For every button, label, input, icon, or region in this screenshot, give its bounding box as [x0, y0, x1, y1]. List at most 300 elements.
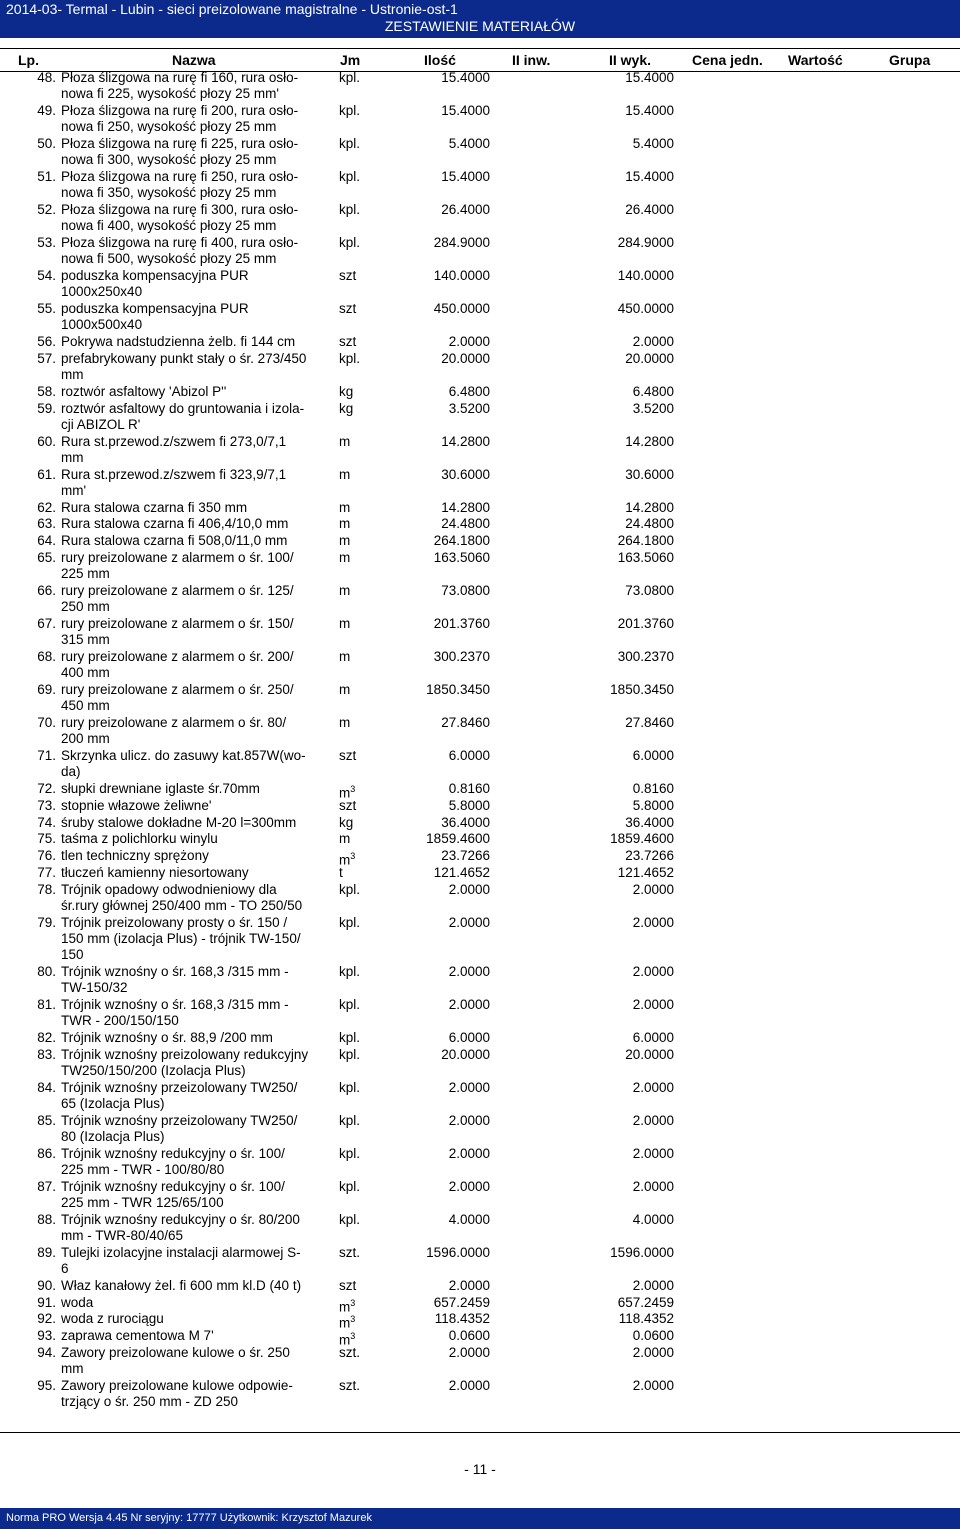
- row-quantity: 30.6000: [441, 466, 490, 482]
- row-unit: m: [339, 649, 351, 664]
- row-unit: szt: [339, 1277, 357, 1293]
- row-name: [61, 798, 336, 814]
- row-lp: 67.: [37, 616, 56, 631]
- row-name-line: nowa fi 500, wysokość płozy 25 mm: [61, 251, 277, 267]
- row-name-line: Trójnik wznośny preizolowany redukcyjny: [61, 1046, 309, 1062]
- row-unit: m: [339, 533, 351, 549]
- row-executed-quantity: 2.0000: [632, 881, 674, 897]
- row-name-line: nowa fi 250, wysokość płozy 25 mm: [61, 119, 277, 135]
- row-name: [61, 301, 336, 333]
- row-lp: 80.: [37, 964, 56, 979]
- col-wartosc: Wartość: [788, 52, 843, 68]
- row-lp: 93.: [37, 1328, 56, 1344]
- row-name-line: roztwór asfaltowy do gruntowania i izola-: [61, 400, 305, 416]
- row-executed-quantity: 1859.4600: [610, 831, 674, 847]
- row-lp: 70.: [37, 715, 56, 730]
- row-lp: 66.: [37, 583, 56, 598]
- row-name-line: 6: [61, 1261, 69, 1276]
- row-name: [61, 1278, 336, 1294]
- row-executed-quantity: 5.4000: [632, 136, 674, 151]
- row-unit: kg: [339, 814, 354, 830]
- row-lp: 69.: [37, 682, 56, 697]
- row-lp: 86.: [37, 1145, 56, 1161]
- col-nazwa: Nazwa: [172, 52, 216, 68]
- row-lp: 62.: [37, 499, 56, 515]
- row-quantity: 2.0000: [448, 914, 490, 930]
- row-executed-quantity: 2.0000: [632, 1145, 674, 1161]
- row-lp: 61.: [37, 466, 56, 482]
- row-name-line: Rura stalowa czarna fi 406,4/10,0 mm: [61, 516, 289, 532]
- row-lp: 57.: [37, 350, 56, 366]
- row-unit: m: [339, 499, 351, 515]
- row-lp: 94.: [37, 1345, 56, 1360]
- report-title: 2014-03- Termal - Lubin - sieci preizolowane magistralne - Ustronie-ost-1: [6, 1, 458, 17]
- col-jm: Jm: [340, 52, 361, 68]
- row-name: [61, 1378, 336, 1410]
- row-unit: kpl.: [339, 103, 361, 118]
- row-executed-quantity: 2.0000: [632, 1378, 674, 1393]
- row-unit: kpl.: [339, 70, 361, 85]
- row-executed-quantity: 2.0000: [632, 1178, 674, 1194]
- row-unit: m: [339, 466, 351, 482]
- row-name: [61, 384, 336, 400]
- row-executed-quantity: 6.0000: [632, 748, 674, 763]
- row-quantity: 20.0000: [441, 1046, 490, 1062]
- row-lp: 82.: [37, 1030, 56, 1045]
- row-quantity: 450.0000: [433, 301, 490, 316]
- row-name: [61, 235, 336, 267]
- row-quantity: 2.0000: [448, 1079, 490, 1095]
- row-name: [61, 815, 336, 831]
- row-name: [61, 781, 336, 797]
- row-unit: m: [339, 516, 351, 532]
- row-executed-quantity: 5.8000: [632, 797, 674, 813]
- row-name-line: Trójnik wznośny redukcyjny o śr. 80/200: [61, 1211, 300, 1227]
- row-name-line: roztwór asfaltowy 'Abizol P'': [61, 383, 227, 399]
- row-quantity: 140.0000: [433, 268, 490, 283]
- row-lp: 52.: [37, 202, 56, 217]
- row-name-line: Rura stalowa czarna fi 350 mm: [61, 499, 248, 515]
- row-name-line: 65 (Izolacja Plus): [61, 1096, 165, 1111]
- row-name: [61, 1345, 336, 1377]
- row-name: [61, 964, 336, 996]
- row-unit: m: [339, 550, 351, 565]
- report-header: [0, 0, 960, 38]
- row-name-line: mm: [61, 449, 84, 465]
- row-name: [61, 169, 336, 201]
- row-executed-quantity: 121.4652: [617, 865, 674, 880]
- row-name-line: Zawory preizolowane kulowe odpowie-: [61, 1378, 293, 1393]
- row-unit: kpl.: [339, 964, 361, 979]
- row-lp: 87.: [37, 1178, 56, 1194]
- row-lp: 85.: [37, 1112, 56, 1128]
- row-lp: 75.: [37, 831, 56, 847]
- row-quantity: 14.2800: [441, 433, 490, 449]
- row-unit: kg: [339, 400, 354, 416]
- row-quantity: 6.0000: [448, 1030, 490, 1045]
- row-name: [61, 70, 336, 102]
- row-executed-quantity: 2.0000: [632, 1277, 674, 1293]
- row-name-line: 250 mm: [61, 599, 110, 615]
- row-executed-quantity: 2.0000: [632, 964, 674, 979]
- row-lp: 71.: [37, 748, 56, 763]
- row-quantity: 2.0000: [448, 1112, 490, 1128]
- row-quantity: 73.0800: [441, 583, 490, 598]
- row-name: [61, 500, 336, 516]
- row-quantity: 24.4800: [441, 516, 490, 532]
- row-name-line: Trójnik wznośny redukcyjny o śr. 100/: [61, 1145, 285, 1161]
- row-executed-quantity: 4.0000: [632, 1211, 674, 1227]
- row-name: [61, 848, 336, 864]
- row-lp: 79.: [37, 914, 56, 930]
- row-name: [61, 616, 336, 648]
- row-lp: 77.: [37, 865, 56, 880]
- row-executed-quantity: 300.2370: [617, 649, 674, 664]
- row-quantity: 2.0000: [448, 964, 490, 979]
- row-name-line: Pokrywa nadstudzienna żelb. fi 144 cm: [61, 334, 296, 349]
- row-name-line: tłuczeń kamienny niesortowany: [61, 865, 249, 880]
- row-executed-quantity: 14.2800: [625, 433, 674, 449]
- row-quantity: 2.0000: [448, 334, 490, 349]
- row-name-line: Rura stalowa czarna fi 508,0/11,0 mm: [61, 533, 288, 549]
- row-name: [61, 583, 336, 615]
- row-quantity: 2.0000: [448, 1345, 490, 1360]
- row-lp: 88.: [37, 1211, 56, 1227]
- row-executed-quantity: 2.0000: [632, 334, 674, 349]
- row-name-line: 315 mm: [61, 632, 110, 648]
- row-lp: 84.: [37, 1079, 56, 1095]
- row-quantity: 163.5060: [433, 550, 490, 565]
- row-quantity: 2.0000: [448, 1277, 490, 1293]
- row-unit: kpl.: [339, 997, 361, 1012]
- row-lp: 89.: [37, 1244, 56, 1260]
- row-name: [61, 715, 336, 747]
- row-name-line: poduszka kompensacyjna PUR: [61, 301, 249, 316]
- page-number: - 11 -: [464, 1461, 496, 1477]
- row-lp: 74.: [37, 814, 56, 830]
- row-name-line: nowa fi 350, wysokość płozy 25 mm: [61, 185, 277, 201]
- row-unit: kpl.: [339, 1145, 361, 1161]
- row-lp: 91.: [37, 1294, 56, 1310]
- row-name-line: TW-150/32: [61, 980, 128, 996]
- row-name-line: Płoza ślizgowa na rurę fi 200, rura osło-: [61, 103, 299, 118]
- row-quantity: 26.4000: [441, 202, 490, 217]
- row-executed-quantity: 6.4800: [632, 383, 674, 399]
- row-name: [61, 1047, 336, 1079]
- row-name: [61, 1080, 336, 1112]
- row-unit: $m^3$: [339, 1331, 356, 1348]
- row-unit: m: [339, 715, 351, 730]
- row-quantity: 15.4000: [441, 169, 490, 184]
- row-lp: 56.: [37, 334, 56, 349]
- row-quantity: 5.4000: [448, 136, 490, 151]
- row-name-line: 450 mm: [61, 698, 110, 714]
- row-name-line: mm - TWR-80/40/65: [61, 1228, 184, 1243]
- row-name-line: tlen techniczny sprężony: [61, 848, 209, 864]
- row-quantity: 2.0000: [448, 1178, 490, 1194]
- row-name-line: Trójnik preizolowany prosty o śr. 150 /: [61, 914, 288, 930]
- row-name: [61, 401, 336, 433]
- row-lp: 76.: [37, 848, 56, 864]
- row-executed-quantity: 20.0000: [625, 350, 674, 366]
- row-name: [61, 748, 336, 780]
- row-quantity: 36.4000: [441, 814, 490, 830]
- row-name: [61, 649, 336, 681]
- row-lp: 92.: [37, 1311, 56, 1327]
- row-executed-quantity: 24.4800: [625, 516, 674, 532]
- row-name-line: Trójnik wznośny redukcyjny o śr. 100/: [61, 1178, 285, 1194]
- row-lp: 78.: [37, 881, 56, 897]
- program-info: Norma PRO Wersja 4.45 Nr seryjny: 17777 Użytkownik: Krzysztof Mazurek: [6, 1512, 372, 1524]
- row-executed-quantity: 140.0000: [617, 268, 674, 283]
- row-name-line: Płoza ślizgowa na rurę fi 225, rura osło-: [61, 136, 299, 151]
- footer-bar: [0, 1508, 960, 1529]
- col-wyk: II wyk.: [609, 52, 652, 68]
- row-name-line: Rura st.przewod.z/szwem fi 273,0/7,1: [61, 433, 287, 449]
- row-unit: szt.: [339, 1378, 361, 1393]
- row-executed-quantity: 0.8160: [632, 781, 674, 796]
- row-name: [61, 1212, 336, 1244]
- row-name-line: rury preizolowane z alarmem o śr. 80/: [61, 715, 287, 730]
- row-name-line: stopnie włazowe żeliwne': [61, 797, 212, 813]
- row-name: [61, 1030, 336, 1046]
- row-executed-quantity: 30.6000: [625, 466, 674, 482]
- row-unit: kpl.: [339, 1079, 361, 1095]
- row-name: [61, 351, 336, 383]
- row-name: [61, 882, 336, 914]
- row-quantity: 121.4652: [433, 865, 490, 880]
- row-name-line: słupki drewniane iglaste śr.70mm: [61, 781, 260, 796]
- row-unit: $m^3$: [339, 851, 356, 868]
- row-unit: m: [339, 682, 351, 697]
- row-lp: 90.: [37, 1277, 56, 1293]
- row-name: [61, 434, 336, 466]
- row-unit: kpl.: [339, 1030, 361, 1045]
- row-quantity: 6.4800: [448, 383, 490, 399]
- row-name: [61, 865, 336, 881]
- row-name: [61, 1179, 336, 1211]
- row-unit: $m^3$: [339, 1297, 356, 1315]
- row-name-line: 80 (Izolacja Plus): [61, 1129, 165, 1144]
- row-name-line: prefabrykowany punkt stały o śr. 273/450: [61, 350, 307, 366]
- row-name-line: 150: [61, 947, 84, 963]
- row-unit: kpl.: [339, 1112, 361, 1128]
- row-quantity: 284.9000: [433, 235, 490, 250]
- row-name-line: 225 mm - TWR 125/65/100: [61, 1195, 224, 1210]
- row-name-line: rury preizolowane z alarmem o śr. 150/: [61, 616, 294, 631]
- row-executed-quantity: 3.5200: [632, 400, 674, 416]
- row-unit: kpl.: [339, 1178, 361, 1194]
- row-name-line: TW250/150/200 (Izolacja Plus): [61, 1063, 246, 1078]
- row-name-line: rury preizolowane z alarmem o śr. 250/: [61, 682, 294, 697]
- row-name-line: zaprawa cementowa M 7': [61, 1328, 214, 1344]
- row-name: [61, 550, 336, 582]
- row-name-line: nowa fi 400, wysokość płozy 25 mm: [61, 218, 277, 234]
- row-unit: kpl.: [339, 136, 361, 151]
- row-quantity: 2.0000: [448, 881, 490, 897]
- row-name: [61, 1311, 336, 1327]
- row-unit: m: [339, 831, 351, 847]
- row-name-line: Tulejki izolacyjne instalacji alarmowej S-: [61, 1244, 301, 1260]
- row-name-line: rury preizolowane z alarmem o śr. 125/: [61, 583, 294, 598]
- row-quantity: 14.2800: [441, 499, 490, 515]
- row-lp: 81.: [37, 997, 56, 1012]
- row-unit: kpl.: [339, 235, 361, 250]
- row-lp: 53.: [37, 235, 56, 250]
- row-executed-quantity: 2.0000: [632, 1345, 674, 1360]
- row-name-line: Trójnik opadowy odwodnieniowy dla: [61, 881, 277, 897]
- row-name-line: poduszka kompensacyjna PUR: [61, 268, 249, 283]
- row-unit: m: [339, 583, 351, 598]
- row-lp: 60.: [37, 433, 56, 449]
- row-unit: $m^3$: [339, 784, 356, 801]
- row-lp: 49.: [37, 103, 56, 118]
- row-name-line: Trójnik wznośny o śr. 168,3 /315 mm -: [61, 964, 289, 979]
- row-quantity: 15.4000: [441, 70, 490, 85]
- row-name: [61, 1146, 336, 1178]
- row-name-line: Właz kanałowy żel. fi 600 mm kl.D (40 t): [61, 1277, 302, 1293]
- column-header-row: [0, 48, 960, 72]
- row-quantity: 118.4352: [434, 1311, 490, 1327]
- row-unit: szt.: [339, 1345, 361, 1360]
- row-name: [61, 915, 336, 964]
- row-name-line: taśma z polichlorku winylu: [61, 831, 218, 847]
- row-lp: 73.: [37, 797, 56, 813]
- row-unit: kpl.: [339, 881, 361, 897]
- row-name: [61, 1328, 336, 1344]
- row-executed-quantity: 14.2800: [625, 499, 674, 515]
- row-unit: szt: [339, 268, 357, 283]
- row-quantity: 3.5200: [448, 400, 490, 416]
- col-ilosc: Ilość: [424, 52, 456, 68]
- row-lp: 83.: [37, 1046, 56, 1062]
- row-name-line: Trójnik wznośny o śr. 168,3 /315 mm -: [61, 997, 289, 1012]
- row-name-line: rury preizolowane z alarmem o śr. 200/: [61, 649, 294, 664]
- row-quantity: 2.0000: [448, 1145, 490, 1161]
- report-subtitle: ZESTAWIENIE MATERIAŁÓW: [384, 18, 576, 34]
- row-executed-quantity: 657.2459: [617, 1294, 674, 1310]
- row-executed-quantity: 2.0000: [632, 1112, 674, 1128]
- row-unit: kpl.: [339, 169, 361, 184]
- row-name-line: woda: [61, 1294, 94, 1310]
- row-lp: 55.: [37, 301, 56, 316]
- row-unit: kg: [339, 383, 354, 399]
- row-executed-quantity: 23.7266: [625, 848, 674, 864]
- row-quantity: 1850.3450: [426, 682, 490, 697]
- row-lp: 95.: [37, 1378, 56, 1393]
- row-unit: szt: [339, 748, 357, 763]
- row-unit: szt: [339, 797, 357, 813]
- row-lp: 50.: [37, 136, 56, 151]
- row-name-line: TWR - 200/150/150: [61, 1013, 179, 1029]
- row-executed-quantity: 1850.3450: [610, 682, 674, 697]
- row-quantity: 20.0000: [441, 350, 490, 366]
- row-name: [61, 1113, 336, 1145]
- row-executed-quantity: 284.9000: [617, 235, 674, 250]
- row-name-line: Płoza ślizgowa na rurę fi 250, rura osło-: [61, 169, 299, 184]
- row-lp: 68.: [37, 649, 56, 664]
- row-name-line: woda z rurociągu: [61, 1311, 164, 1327]
- col-grupa: Grupa: [889, 52, 931, 68]
- row-quantity: 1859.4600: [426, 831, 490, 847]
- row-executed-quantity: 15.4000: [625, 103, 674, 118]
- row-name: [61, 1245, 336, 1277]
- row-quantity: 300.2370: [433, 649, 490, 664]
- row-name-line: 400 mm: [61, 665, 110, 681]
- row-quantity: 264.1800: [433, 533, 490, 549]
- row-name-line: Zawory preizolowane kulowe o śr. 250: [61, 1345, 290, 1360]
- row-executed-quantity: 73.0800: [625, 583, 674, 598]
- row-name: [61, 1295, 336, 1311]
- row-unit: kpl.: [339, 350, 361, 366]
- row-name-line: 1000x500x40: [61, 317, 143, 333]
- row-name: [61, 516, 336, 532]
- row-name: [61, 467, 336, 499]
- row-name-line: Trójnik wznośny o śr. 88,9 /200 mm: [61, 1030, 273, 1045]
- col-cena: Cena jedn.: [692, 52, 763, 68]
- row-name-line: Płoza ślizgowa na rurę fi 400, rura osło-: [61, 235, 299, 250]
- row-lp: 65.: [37, 550, 56, 565]
- row-name-line: śruby stalowe dokładne M-20 l=300mm: [61, 814, 297, 830]
- row-name-line: mm: [61, 1361, 84, 1377]
- row-executed-quantity: 20.0000: [625, 1046, 674, 1062]
- row-executed-quantity: 2.0000: [632, 914, 674, 930]
- row-executed-quantity: 26.4000: [625, 202, 674, 217]
- row-name-line: Skrzynka ulicz. do zasuwy kat.857W(wo-: [61, 748, 306, 763]
- row-unit: kpl.: [339, 202, 361, 217]
- row-quantity: 0.8160: [448, 781, 490, 796]
- row-name: [61, 831, 336, 847]
- row-name: [61, 997, 336, 1029]
- row-executed-quantity: 36.4000: [625, 814, 674, 830]
- row-lp: 58.: [37, 383, 56, 399]
- row-executed-quantity: 264.1800: [617, 533, 674, 549]
- row-quantity: 27.8460: [441, 715, 490, 730]
- row-lp: 51.: [37, 169, 56, 184]
- row-unit: m: [339, 616, 351, 631]
- row-name-line: rury preizolowane z alarmem o śr. 100/: [61, 550, 294, 565]
- row-name-line: Trójnik wznośny przeizolowany TW250/: [61, 1079, 298, 1095]
- row-name-line: mm': [61, 482, 87, 498]
- row-unit: $m^3$: [339, 1314, 356, 1331]
- row-executed-quantity: 1596.0000: [610, 1244, 674, 1260]
- row-quantity: 201.3760: [433, 616, 490, 631]
- row-executed-quantity: 2.0000: [632, 997, 674, 1012]
- row-name-line: 225 mm - TWR - 100/80/80: [61, 1162, 225, 1177]
- row-executed-quantity: 201.3760: [617, 616, 674, 631]
- row-lp: 59.: [37, 400, 56, 416]
- row-name-line: 200 mm: [61, 731, 110, 747]
- row-name-line: mm: [61, 367, 84, 382]
- row-unit: kpl.: [339, 1046, 361, 1062]
- row-name-line: Płoza ślizgowa na rurę fi 300, rura osło-: [61, 202, 299, 217]
- row-name: [61, 334, 336, 350]
- row-executed-quantity: 15.4000: [625, 70, 674, 85]
- row-quantity: 5.8000: [448, 797, 490, 813]
- row-name-line: trzjący o śr. 250 mm - ZD 250: [61, 1394, 239, 1410]
- row-name-line: 225 mm: [61, 566, 110, 582]
- row-name-line: da): [61, 764, 81, 780]
- row-executed-quantity: 27.8460: [625, 715, 674, 730]
- row-unit: szt: [339, 301, 357, 316]
- row-lp: 63.: [37, 516, 56, 532]
- row-quantity: 6.0000: [448, 748, 490, 763]
- row-lp: 72.: [37, 781, 56, 796]
- row-lp: 64.: [37, 533, 56, 549]
- row-name: [61, 533, 336, 549]
- row-executed-quantity: 118.4352: [618, 1311, 674, 1327]
- row-unit: szt: [339, 334, 357, 349]
